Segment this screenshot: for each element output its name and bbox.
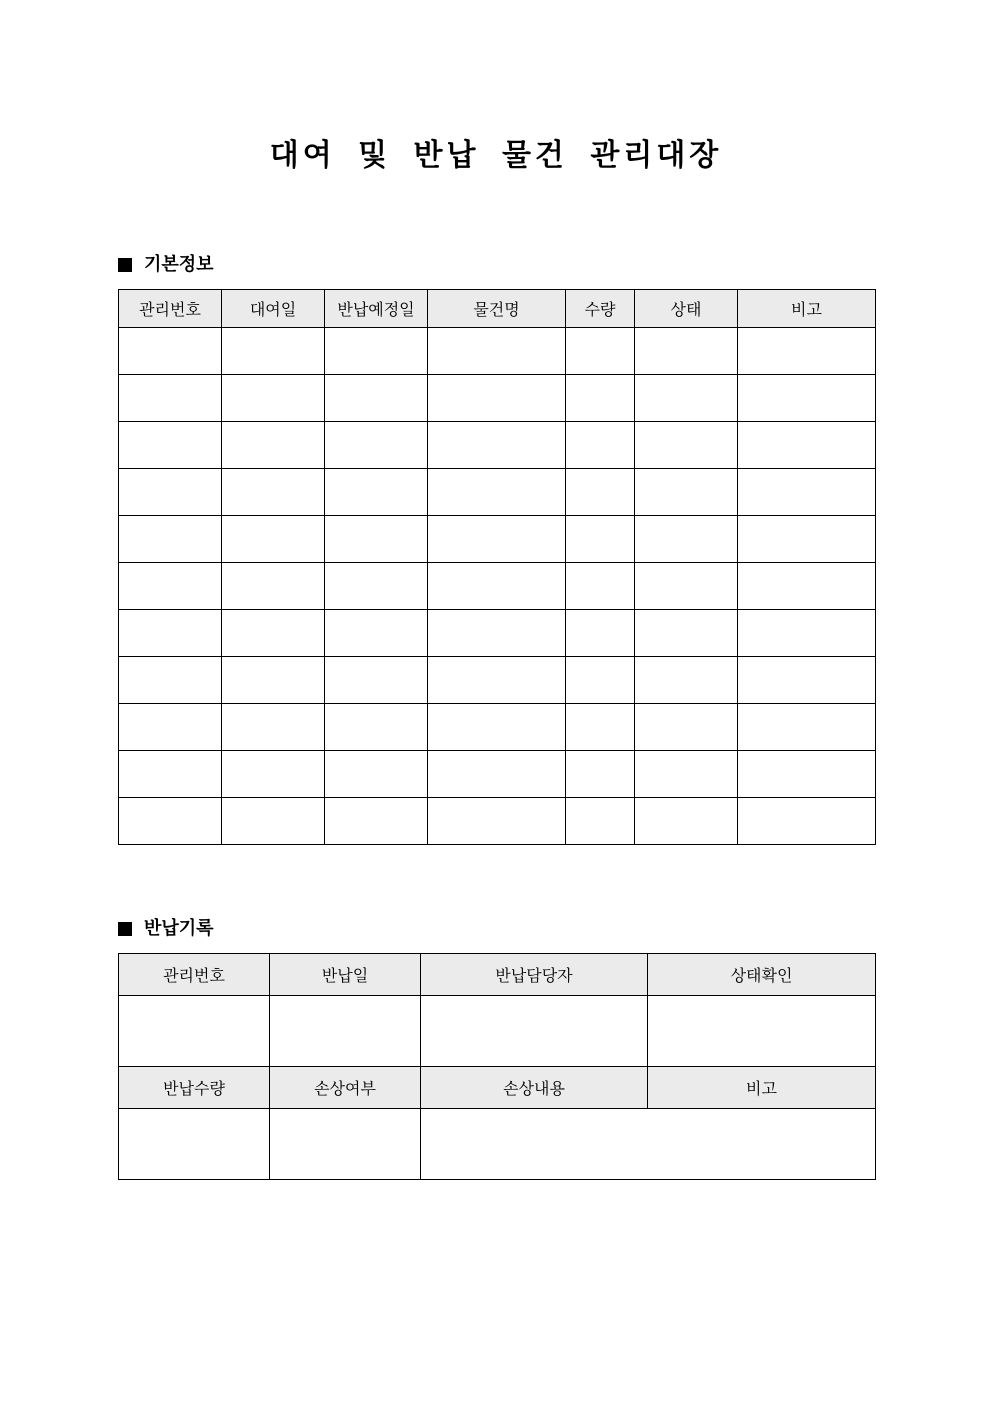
table-cell[interactable] — [738, 657, 876, 704]
table-header-row — [119, 290, 876, 328]
table-cell[interactable] — [428, 704, 566, 751]
table-cell[interactable] — [635, 375, 738, 422]
table-row — [119, 516, 876, 563]
table-cell[interactable] — [428, 516, 566, 563]
table-cell[interactable] — [325, 751, 428, 798]
basic-info-table — [118, 289, 876, 845]
table-cell[interactable] — [635, 657, 738, 704]
table-cell[interactable] — [325, 563, 428, 610]
table-cell[interactable] — [428, 469, 566, 516]
table-cell[interactable] — [119, 516, 222, 563]
table-row — [119, 610, 876, 657]
table-cell[interactable] — [738, 704, 876, 751]
black-square-icon — [118, 922, 132, 936]
table-cell[interactable] — [738, 610, 876, 657]
table-cell[interactable] — [222, 563, 325, 610]
table-row — [119, 1109, 876, 1180]
column-header-management-no: 관리번호 — [119, 954, 270, 996]
table-cell[interactable] — [635, 751, 738, 798]
table-row — [119, 328, 876, 375]
table-cell[interactable] — [325, 798, 428, 845]
table-cell[interactable] — [119, 328, 222, 375]
column-header-status-check: 상태확인 — [648, 954, 876, 996]
column-header-item-name: 물건명 — [428, 290, 566, 328]
table-cell[interactable] — [566, 469, 635, 516]
table-cell[interactable] — [738, 751, 876, 798]
table-row — [119, 375, 876, 422]
table-row — [119, 657, 876, 704]
table-cell[interactable] — [428, 375, 566, 422]
table-row — [119, 751, 876, 798]
table-cell[interactable] — [222, 704, 325, 751]
column-header-remarks: 비고 — [648, 1067, 876, 1109]
section-heading-basic-label: 기본정보 — [144, 254, 214, 275]
column-header-quantity: 수량 — [566, 290, 635, 328]
table-cell[interactable] — [325, 375, 428, 422]
table-row — [119, 996, 876, 1067]
table-cell[interactable] — [421, 1109, 876, 1180]
table-cell[interactable] — [119, 563, 222, 610]
column-header-remarks: 비고 — [738, 290, 876, 328]
table-cell[interactable] — [270, 1109, 421, 1180]
basic-info-table-body — [119, 328, 876, 845]
table-cell[interactable] — [222, 610, 325, 657]
table-cell[interactable] — [428, 328, 566, 375]
table-cell[interactable] — [635, 516, 738, 563]
table-cell[interactable] — [566, 422, 635, 469]
table-cell[interactable] — [635, 610, 738, 657]
table-cell[interactable] — [566, 563, 635, 610]
table-cell[interactable] — [222, 798, 325, 845]
section-heading-basic — [118, 253, 214, 277]
table-cell[interactable] — [119, 1109, 270, 1180]
table-row — [119, 704, 876, 751]
table-cell[interactable] — [325, 704, 428, 751]
table-cell[interactable] — [648, 996, 876, 1067]
table-cell[interactable] — [635, 422, 738, 469]
table-cell[interactable] — [428, 422, 566, 469]
table-cell[interactable] — [119, 798, 222, 845]
table-cell[interactable] — [566, 657, 635, 704]
table-cell[interactable] — [119, 375, 222, 422]
table-cell[interactable] — [421, 996, 648, 1067]
section-heading-return-label: 반납기록 — [144, 918, 214, 939]
table-cell[interactable] — [428, 798, 566, 845]
table-cell[interactable] — [738, 563, 876, 610]
table-cell[interactable] — [566, 610, 635, 657]
table-cell[interactable] — [566, 516, 635, 563]
table-cell[interactable] — [635, 704, 738, 751]
table-cell[interactable] — [222, 751, 325, 798]
table-cell[interactable] — [738, 328, 876, 375]
table-cell[interactable] — [738, 375, 876, 422]
table-row — [119, 798, 876, 845]
table-cell[interactable] — [738, 516, 876, 563]
table-cell[interactable] — [222, 375, 325, 422]
table-cell[interactable] — [222, 516, 325, 563]
table-cell[interactable] — [119, 704, 222, 751]
column-header-return-quantity: 반납수량 — [119, 1067, 270, 1109]
table-cell[interactable] — [738, 469, 876, 516]
table-cell[interactable] — [119, 751, 222, 798]
table-cell[interactable] — [222, 657, 325, 704]
page-title: 대여 및 반납 물건 관리대장 — [269, 138, 723, 173]
column-header-due-date: 반납예정일 — [325, 290, 428, 328]
table-cell[interactable] — [566, 328, 635, 375]
table-row — [119, 469, 876, 516]
table-row — [119, 563, 876, 610]
table-cell[interactable] — [566, 704, 635, 751]
return-record-table — [118, 953, 876, 1180]
table-cell[interactable] — [222, 422, 325, 469]
table-cell[interactable] — [325, 422, 428, 469]
black-square-icon — [118, 258, 132, 272]
column-header-rental-date: 대여일 — [222, 290, 325, 328]
table-cell[interactable] — [635, 798, 738, 845]
table-cell[interactable] — [119, 610, 222, 657]
table-header-row — [119, 1067, 876, 1109]
table-cell[interactable] — [325, 610, 428, 657]
table-cell[interactable] — [325, 328, 428, 375]
table-cell[interactable] — [635, 469, 738, 516]
column-header-return-manager: 반납담당자 — [421, 954, 648, 996]
column-header-status: 상태 — [635, 290, 738, 328]
table-cell[interactable] — [566, 375, 635, 422]
table-cell[interactable] — [738, 422, 876, 469]
table-cell[interactable] — [325, 657, 428, 704]
table-cell[interactable] — [119, 422, 222, 469]
table-cell[interactable] — [222, 328, 325, 375]
section-heading-return — [118, 917, 214, 941]
table-cell[interactable] — [119, 657, 222, 704]
table-cell[interactable] — [222, 469, 325, 516]
table-cell[interactable] — [566, 798, 635, 845]
table-cell[interactable] — [119, 996, 270, 1067]
column-header-management-no: 관리번호 — [119, 290, 222, 328]
table-cell[interactable] — [119, 469, 222, 516]
table-cell[interactable] — [270, 996, 421, 1067]
column-header-return-date: 반납일 — [270, 954, 421, 996]
table-cell[interactable] — [635, 563, 738, 610]
table-header-row — [119, 954, 876, 996]
table-cell[interactable] — [325, 516, 428, 563]
table-cell[interactable] — [428, 751, 566, 798]
table-cell[interactable] — [325, 469, 428, 516]
table-row — [119, 422, 876, 469]
column-header-damage-details: 손상내용 — [421, 1067, 648, 1109]
table-cell[interactable] — [428, 563, 566, 610]
table-cell[interactable] — [635, 328, 738, 375]
table-cell[interactable] — [738, 798, 876, 845]
table-cell[interactable] — [428, 657, 566, 704]
table-cell[interactable] — [566, 751, 635, 798]
table-cell[interactable] — [428, 610, 566, 657]
column-header-damage-status: 손상여부 — [270, 1067, 421, 1109]
